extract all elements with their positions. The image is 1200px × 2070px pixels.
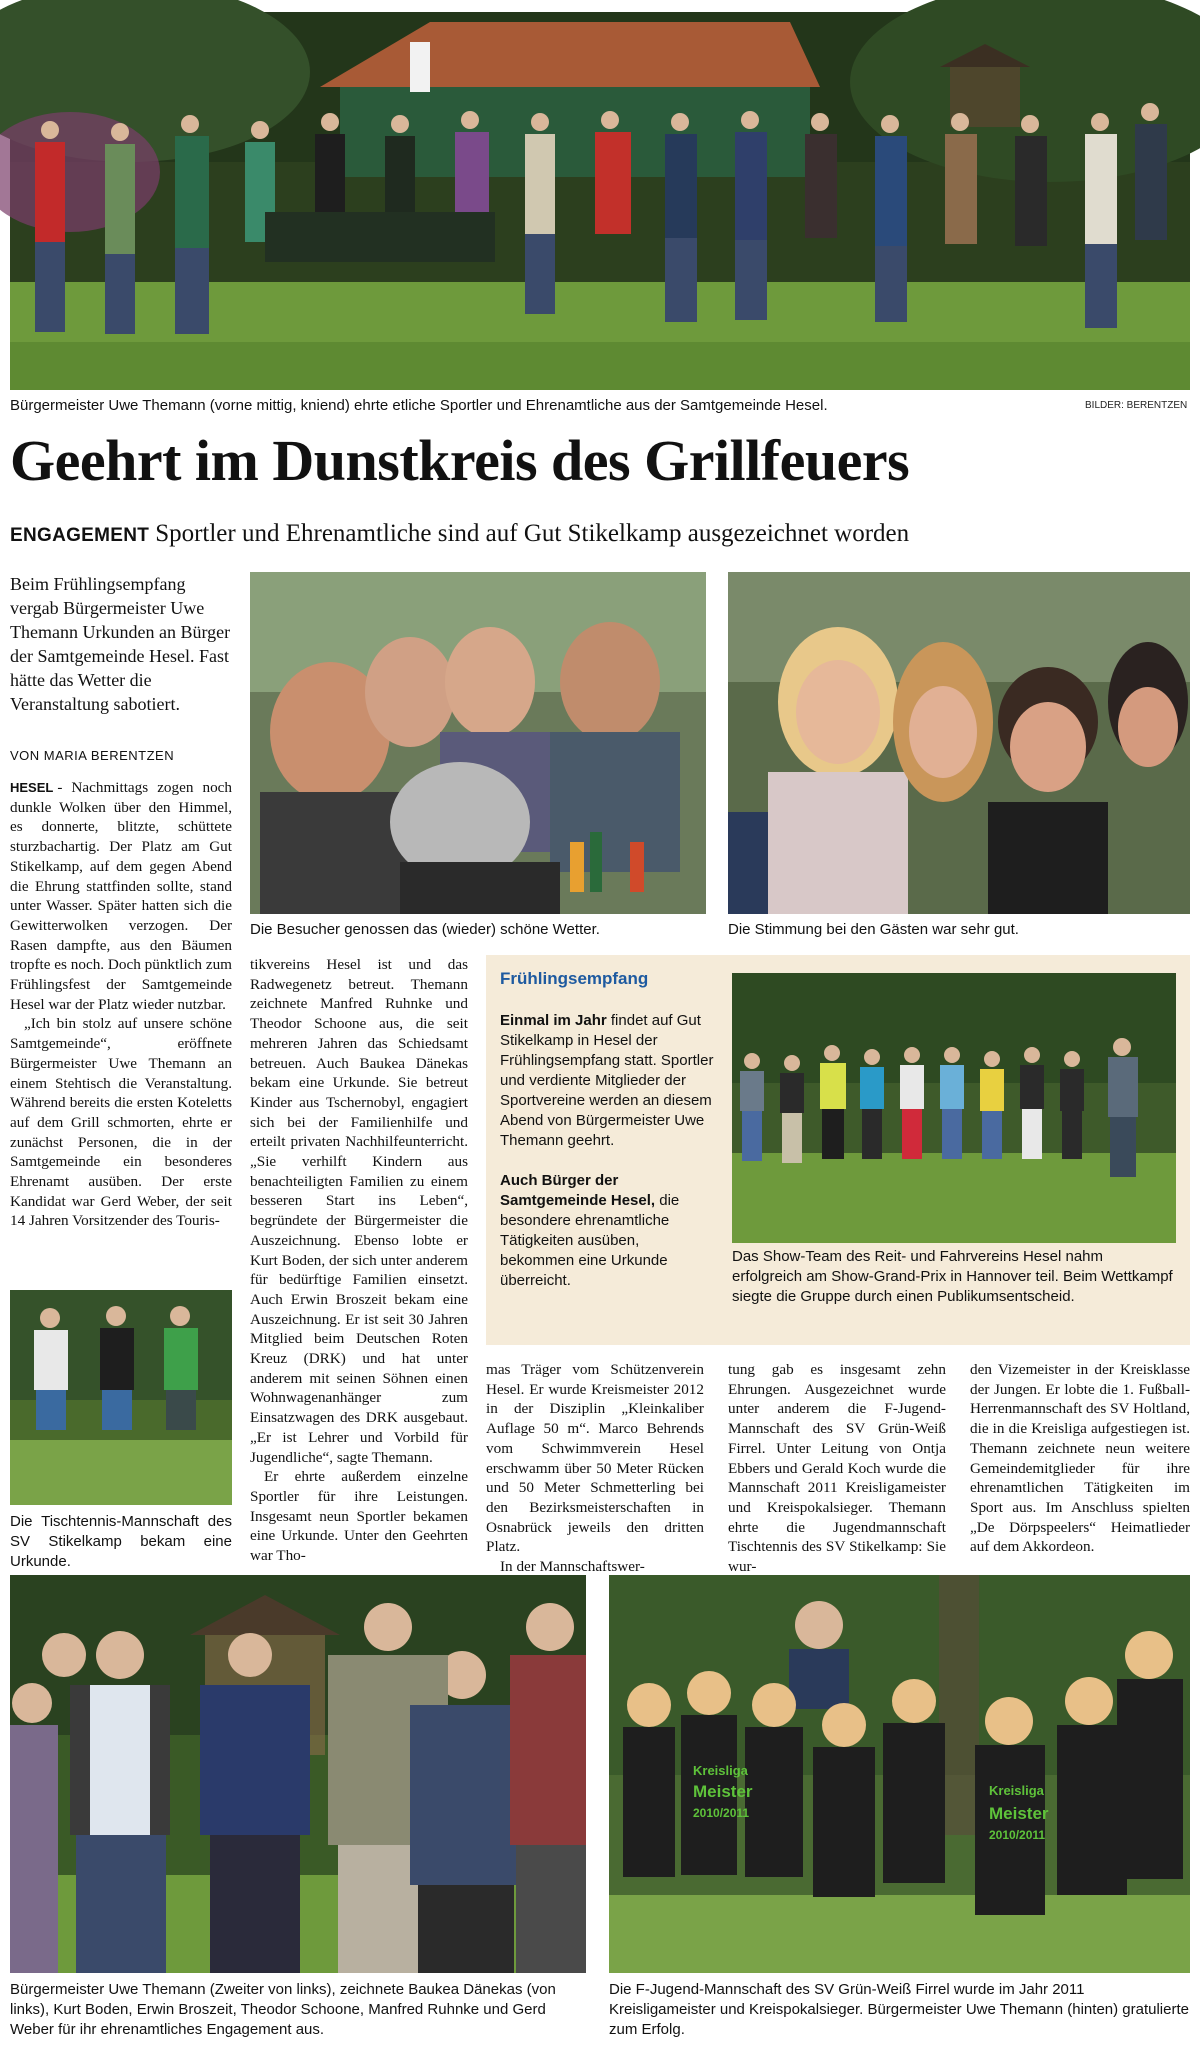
showteam-caption: Das Show-Team des Reit- und Fahrvereins Hesel nahm erfolgreich am Show-Grand-Prix in Hannover teil. Beim Wettkampf siegte die Gruppe durch einen Publikumsentscheid. [732,1248,1173,1305]
article-paragraph-6: In der Mannschaftswer- [500,1558,645,1576]
article-paragraph-8: den Vizemeister in der Kreisklasse der Jungen. Er lobte die 1. Fußball-Herrenmannschaft des SV Holtland, die in die Kreisliga aufgestiegen ist. Themann zeichnete neun weitere Gemeindemitglieder für ihre ehrenamtlichen Tätigkeiten im Sport aus. Im Anschluss spielten „De Dörpspeelers“ Heimatlieder auf dem Akkordeon. [970,1361,1190,1556]
showteam-photo [732,973,1176,1243]
article-column-3 [486,1360,704,1576]
youth-team-caption: Die F-Jugend-Mannschaft des SV Grün-Weiß Firrel wurde im Jahr 2011 Kreisligameister und Kreispokalsieger. Bürgermeister Uwe Themann (hinten) gratulierte zum Erfolg. [609,1981,1189,2038]
shirt-text-kreisliga-2: Kreisliga [989,1783,1044,1798]
kicker-label: ENGAGEMENT [10,525,150,546]
photo-credit: BILDER: BERENTZEN [1085,400,1188,411]
group-photo-caption: Bürgermeister Uwe Themann (vorne mittig, kniend) ehrte etliche Sportler und Ehrenamtliche aus der Samtgemeinde Hesel. [10,397,828,414]
shirt-text-season-2: 2010/2011 [989,1828,1046,1842]
youth-team-photo [609,1575,1190,1973]
article-column-1 [10,778,232,1282]
byline: VON MARIA BERENTZEN [10,748,175,763]
info-box-title: Frühlingsempfang [500,969,649,988]
guests-caption: Die Stimmung bei den Gästen war sehr gut. [728,921,1019,938]
headline: Geehrt im Dunstkreis des Grillfeuers [10,428,910,493]
info-box-paragraph-2: Auch Bürger der Samtgemeinde Hesel, die besondere ehrenamtliche Tätigkeiten ausüben, bekommen eine Urkunde überreicht. [500,1172,680,1289]
tabletennis-photo [10,1290,232,1505]
honorees-caption: Bürgermeister Uwe Themann (Zweiter von links), zeichnete Baukea Dänekas (von links), Kurt Boden, Erwin Broszeit, Theodor Schoone, Manfred Ruhnke und Gerd Weber für ihr ehrenamtliches Engagement aus. [10,1981,556,2038]
teaser: Beim Frühlingsempfang vergab Bürgermeister Uwe Themann Urkunden an Bürger der Samtgemeinde Hesel. Fast hätte das Wetter die Veranstaltung sabotiert. [10,574,231,714]
article-column-2 [250,955,468,1565]
tabletennis-caption: Die Tischtennis-Mannschaft des SV Stikelkamp bekam eine Urkunde. [10,1513,232,1570]
article-paragraph-1: HESEL - Nachmittags zogen noch dunkle Wolken über den Himmel, es donnerte, blitzte, schüttete sturzbachartig. Der Platz am Gut Stikelkamp, auf dem gegen Abend die Ehrung stattfinden sollte, stand unter Wasser. Später hatten sich die Gewitterwolken verzogen. Der Rasen dampfte, aus den Bäumen tropfte es noch. Doch pünktlich zum Frühlingsfest der Samtgemeinde Hesel war der Platz wieder nutzbar. [10,779,232,1013]
visitors-photo [250,572,706,914]
article-paragraph-5: mas Träger vom Schützenverein Hesel. Er wurde Kreismeister 2012 in der Disziplin „Kleinkaliber Auflage 50 m“. Marco Behrends vom Schwimmverein Hesel erschwamm über 50 Meter Rücken und 50 Meter Schmetterling bei den Bezirksmeisterschaften in Osnabrück jeweils den dritten Platz. [486,1361,704,1556]
honorees-photo [10,1575,586,1973]
guests-photo [728,572,1190,914]
shirt-text-meister-2: Meister [989,1804,1049,1823]
dateline: HESEL [10,780,54,795]
kicker [10,518,1190,552]
info-box-text [500,1011,714,1291]
article-column-5 [970,1360,1190,1560]
article-paragraph-7: tung gab es insgesamt zehn Ehrungen. Ausgezeichnet wurde unter anderem die F-Jugend-Mannschaft des SV Grün-Weiß Firrel. Unter Leitung von Ontja Ebbers und Gerald Koch wurde die Mannschaft 2011 Kreisligameister und Kreispokalsieger. Themann ehrte die Jugendmannschaft Tischtennis des SV Stikelkamp: Sie wur- [728,1361,946,1576]
shirt-text-meister: Meister [693,1782,753,1801]
article-paragraph-2: „Ich bin stolz auf unsere schöne Samtgemeinde“, eröffnete Bürgermeister Uwe Themann an einem Stehtisch die Veranstaltung. Während bereits die ersten Koteletts auf dem Grill schmorten, ehrte er zunächst Personen, die in der Samtgemeinde ein besonderes Ehrenamt ausüben. Der erste Kandidat war Gerd Weber, der seit 14 Jahren Vorsitzender des Touris- [10,1015,232,1230]
group-photo [10,12,1190,390]
info-box [486,955,1190,1345]
article-column-4 [728,1360,946,1576]
kicker-text: Sportler und Ehrenamtliche sind auf Gut Stikelkamp ausgezeichnet worden [155,520,910,547]
shirt-text-season: 2010/2011 [693,1806,750,1820]
info-box-paragraph-1: Einmal im Jahr findet auf Gut Stikelkamp in Hesel der Frühlingsempfang statt. Sportler und verdiente Mitglieder der Sportvereine werden an diesem Abend von Bürgermeister Uwe Themann geehrt. [500,1012,714,1149]
article-paragraph-4: Er ehrte außerdem einzelne Sportler für ihre Leistungen. Insgesamt neun Sportler bekamen eine Urkunde. Unter den Geehrten war Tho- [250,1468,468,1565]
visitors-caption: Die Besucher genossen das (wieder) schöne Wetter. [250,921,600,938]
article-paragraph-3: tikvereins Hesel ist und das Radwegenetz betreut. Themann zeichnete Manfred Ruhnke und Theodor Schoone aus, die seit mehreren Jahren das Schiedsamt betreuen. Auch Baukea Dänekas bekam eine Urkunde. Sie betreut Kinder aus Tschernobyl, engagiert sich bei der Familienhilfe und erteilt privaten Nachhilfeunterricht. „Sie verhilft Kindern aus benachteiligten Familien zu einem besseren Start ins Leben“, begründete der Bürgermeister die Auszeichnung. Ebenso lobte er Kurt Boden, der sich unter anderem für bedürftige Familien einsetzt. Auch Erwin Broszeit bekam eine Auszeichnung. Er ist seit 30 Jahren Mitglied beim Deutschen Roten Kreuz (DRK) und hat unter anderem mit seinen Söhnen einen Wohnwagenanhänger zum Einsatzwagen des DRK ausgebaut. „Er ist Lehrer und Vorbild für Jugendliche“, sagte Themann. [250,956,468,1466]
shirt-text-kreisliga: Kreisliga [693,1763,748,1778]
